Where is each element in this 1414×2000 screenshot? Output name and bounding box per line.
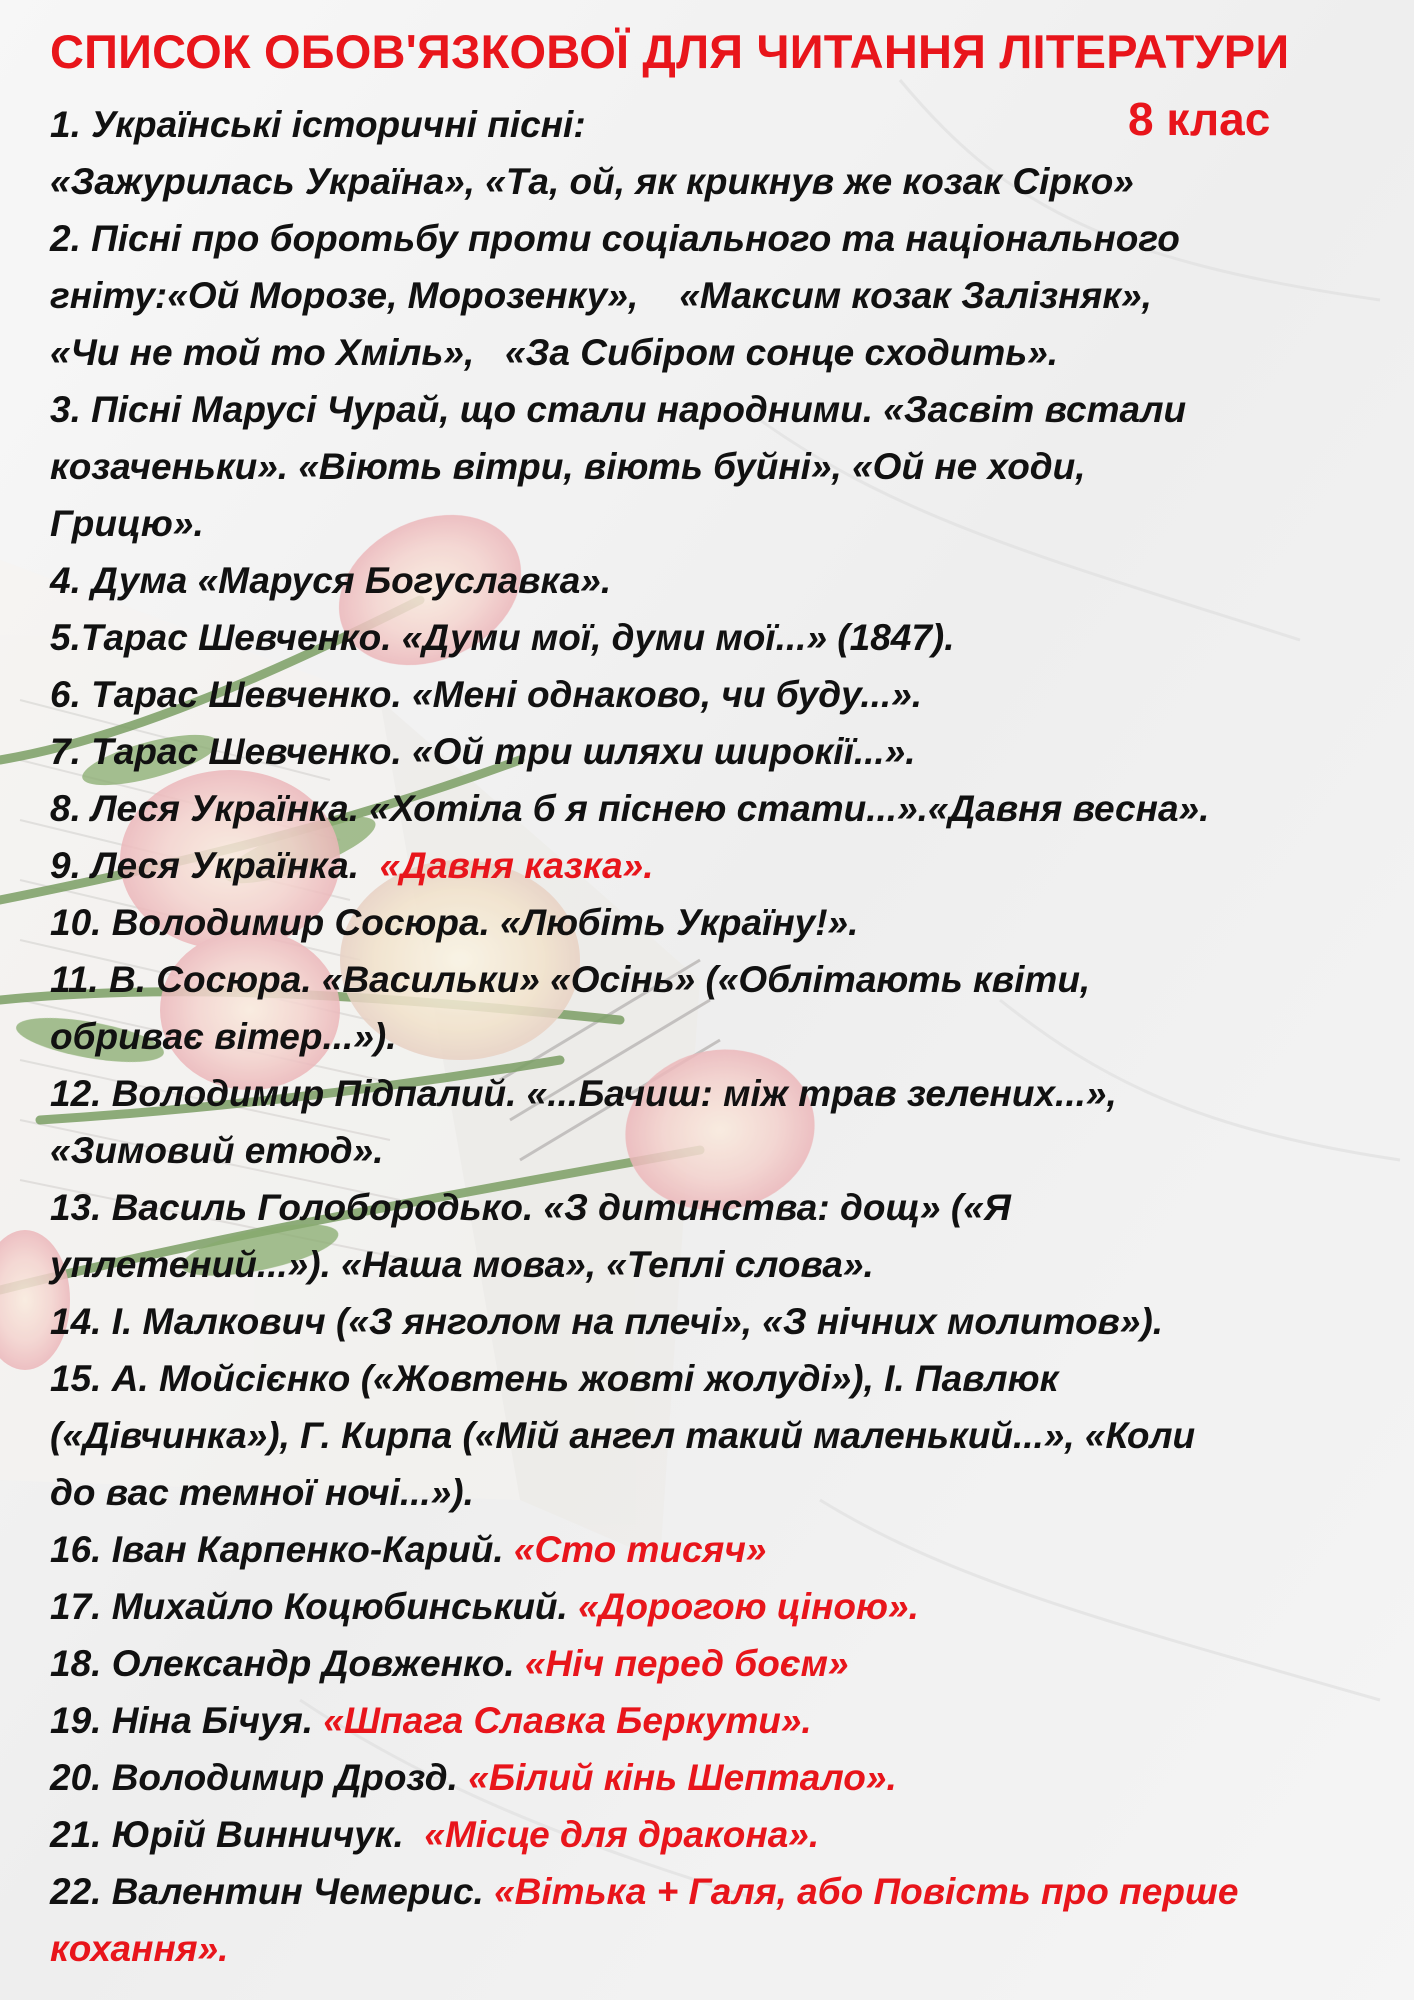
highlighted-title: «Давня казка». (379, 845, 654, 886)
highlighted-title: «Вітька + Галя, або Повість про перше кохання». (50, 1871, 1239, 1969)
list-item-line: 19. Ніна Бічуя. (50, 1700, 324, 1741)
list-item-line: 4. Дума «Маруся Богуславка». (50, 560, 612, 601)
list-item (50, 894, 1400, 951)
page-title: СПИСОК ОБОВ'ЯЗКОВОЇ ДЛЯ ЧИТАННЯ ЛІТЕРАТУРИ (50, 25, 1290, 78)
reading-list (50, 96, 1400, 1977)
list-item-line: 1. Українські історичні пісні: (50, 104, 586, 145)
list-item-line: «Зажурилась Україна», «Та, ой, як крикнув же козак Сірко» (50, 161, 1134, 202)
list-item-line: 10. Володимир Сосюра. «Любіть Україну!». (50, 902, 859, 943)
list-item-line: обриває вітер...»). (50, 1016, 397, 1057)
list-item (50, 780, 1400, 837)
list-item-line: 21. Юрій Винничук. (50, 1814, 425, 1855)
list-item (50, 381, 1400, 552)
highlighted-title: «Сто тисяч» (513, 1529, 767, 1570)
list-item-line: 2. Пісні про боротьбу проти соціального та національного (50, 218, 1180, 259)
list-item-line: до вас темної ночі...»). (50, 1472, 474, 1513)
list-item (50, 1806, 1400, 1863)
list-item-line: 12. Володимир Підпалий. «...Бачиш: між трав зелених...», (50, 1073, 1117, 1114)
list-item-line: 16. Іван Карпенко-Карий. (50, 1529, 514, 1570)
list-item (50, 1293, 1400, 1350)
list-item-line: 15. А. Мойсієнко («Жовтень жовті жолуді»), І. Павлюк (50, 1358, 1059, 1399)
list-item (50, 210, 1400, 381)
list-item-line: козаченьки». «Віють вітри, віють буйні», «Ой не ходи, (50, 446, 1086, 487)
list-item-line: 20. Володимир Дрозд. (50, 1757, 469, 1798)
list-item-line: 6. Тарас Шевченко. «Мені однаково, чи буду...». (50, 674, 923, 715)
list-item-line: 7. Тарас Шевченко. «Ой три шляхи широкії...». (50, 731, 916, 772)
highlighted-title: «Ніч перед боєм» (524, 1643, 849, 1684)
list-item (50, 1350, 1400, 1521)
list-item-line: 11. В. Сосюра. «Васильки» «Осінь» («Облітають квіти, (50, 959, 1091, 1000)
list-item (50, 951, 1400, 1065)
list-item-line: 13. Василь Голобородько. «З дитинства: дощ» («Я (50, 1187, 1011, 1228)
list-item (50, 723, 1400, 780)
list-item (50, 609, 1400, 666)
grade-label: 8 клас (1128, 93, 1271, 145)
list-item-line: 14. І. Малкович («З янголом на плечі», «З нічних молитов»). (50, 1301, 1164, 1342)
list-item-line: 22. Валентин Чемерис. (50, 1871, 495, 1912)
list-item (50, 1635, 1400, 1692)
highlighted-title: «Білий кінь Шептало». (468, 1757, 897, 1798)
list-item-line: «Зимовий етюд». (50, 1130, 384, 1171)
list-item-line: 9. Леся Українка. (50, 845, 380, 886)
list-item-line: 3. Пісні Марусі Чурай, що стали народними. «Засвіт встали (50, 389, 1187, 430)
list-item-line: уплетений...»). «Наша мова», «Теплі слова». (50, 1244, 874, 1285)
list-item-line: 17. Михайло Коцюбинський. (50, 1586, 579, 1627)
list-item (50, 1179, 1400, 1293)
list-item-line: 18. Олександр Довженко. (50, 1643, 525, 1684)
list-item (50, 1521, 1400, 1578)
list-item-line: 8. Леся Українка. «Хотіла б я піснею стати...».«Давня весна». (50, 788, 1210, 829)
list-item (50, 1863, 1400, 1977)
list-item (50, 666, 1400, 723)
highlighted-title: «Шпага Славка Беркути». (323, 1700, 812, 1741)
list-item-line: («Дівчинка»), Г. Кирпа («Мій ангел такий маленький...», «Коли (50, 1415, 1196, 1456)
list-item (50, 1065, 1400, 1179)
highlighted-title: «Місце для дракона». (424, 1814, 820, 1855)
list-item (50, 837, 1400, 894)
list-item (50, 1692, 1400, 1749)
list-item-line: гніту:«Ой Морозе, Морозенку», «Максим козак Залізняк», (50, 275, 1152, 316)
highlighted-title: «Дорогою ціною». (578, 1586, 919, 1627)
list-item-line: «Чи не той то Хміль», «За Сибіром сонце сходить». (50, 332, 1059, 373)
list-item-line: 5.Тарас Шевченко. «Думи мої, думи мої...» (1847). (50, 617, 955, 658)
list-item-line: Грицю». (50, 503, 204, 544)
list-item (50, 552, 1400, 609)
list-item (50, 1578, 1400, 1635)
list-item (50, 96, 1400, 210)
list-item (50, 1749, 1400, 1806)
